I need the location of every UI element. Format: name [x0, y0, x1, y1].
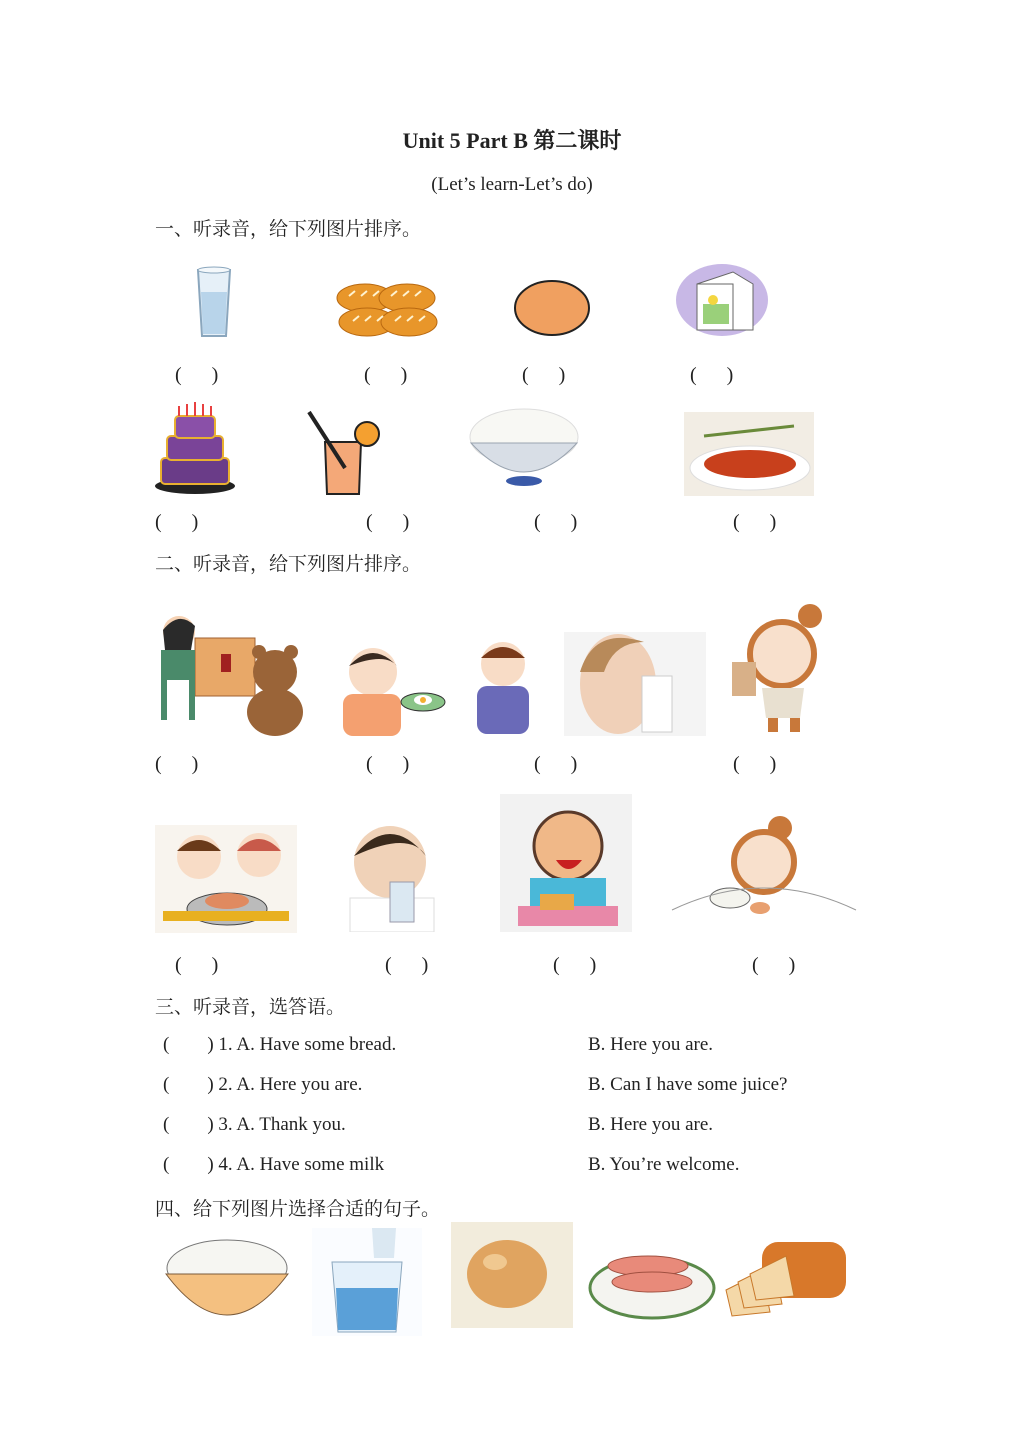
question-1-b: B. Here you are.	[588, 1034, 714, 1055]
answer-paren[interactable]: ( )	[733, 511, 777, 533]
answer-paren[interactable]: ( )	[553, 954, 597, 976]
question-3-b: B. Here you are.	[588, 1114, 714, 1135]
question-2-a: ( ) 2. A. Here you are.	[163, 1074, 363, 1095]
woman-drinking-milk-image	[564, 632, 706, 736]
answer-paren[interactable]: ( )	[364, 364, 408, 386]
milk-carton-image	[675, 260, 769, 338]
girl-eating-bread-image	[728, 602, 824, 734]
question-4-b: B. You’re welcome.	[588, 1154, 740, 1175]
question-4-a: ( ) 4. A. Have some milk	[163, 1154, 385, 1175]
water-pouring-image	[312, 1228, 422, 1336]
answer-paren[interactable]: ( )	[175, 954, 219, 976]
section4-heading: 四、给下列图片选择合适的句子。	[155, 1198, 441, 1220]
question-3-a: ( ) 3. A. Thank you.	[163, 1114, 346, 1135]
sliced-bread-image	[722, 1236, 850, 1318]
answer-paren[interactable]: ( )	[155, 511, 199, 533]
rice-bowl-image	[465, 405, 583, 489]
waitress-bear-juice-image	[155, 610, 307, 736]
section1-heading: 一、听录音，给下列图片排序。	[155, 218, 422, 240]
page-subtitle: (Let’s learn-Let’s do)	[431, 174, 593, 195]
answer-paren[interactable]: ( )	[366, 753, 410, 775]
answer-paren[interactable]: ( )	[366, 511, 410, 533]
answer-paren[interactable]: ( )	[385, 954, 429, 976]
page-title: Unit 5 Part B 第二课时	[402, 128, 622, 153]
section3-heading: 三、听录音，选答语。	[155, 996, 346, 1018]
section2-heading: 二、听录音，给下列图片排序。	[155, 553, 422, 575]
rice-bowl-image	[160, 1234, 294, 1336]
girl-boy-egg-image	[337, 636, 533, 736]
question-1-a: ( ) 1. A. Have some bread.	[163, 1034, 397, 1055]
girl-eating-rice-image	[668, 806, 862, 936]
answer-paren[interactable]: ( )	[690, 364, 734, 386]
fish-plate-image	[588, 1226, 716, 1322]
answer-paren[interactable]: ( )	[522, 364, 566, 386]
egg-photo-image	[451, 1222, 573, 1328]
boy-drinking-water-image	[330, 816, 456, 932]
answer-paren[interactable]: ( )	[534, 511, 578, 533]
juice-image	[305, 408, 383, 498]
answer-paren[interactable]: ( )	[752, 954, 796, 976]
answer-paren[interactable]: ( )	[534, 753, 578, 775]
water-glass-image	[188, 262, 240, 342]
answer-paren[interactable]: ( )	[175, 364, 219, 386]
question-2-b: B. Can I have some juice?	[588, 1074, 788, 1095]
fish-dish-image	[684, 412, 814, 496]
egg-image	[510, 277, 594, 339]
children-eating-fish-image	[155, 825, 297, 933]
answer-paren[interactable]: ( )	[733, 753, 777, 775]
bread-image	[335, 276, 439, 342]
girl-eating-cake-image	[500, 794, 632, 932]
answer-paren[interactable]: ( )	[155, 753, 199, 775]
cake-image	[153, 398, 237, 496]
